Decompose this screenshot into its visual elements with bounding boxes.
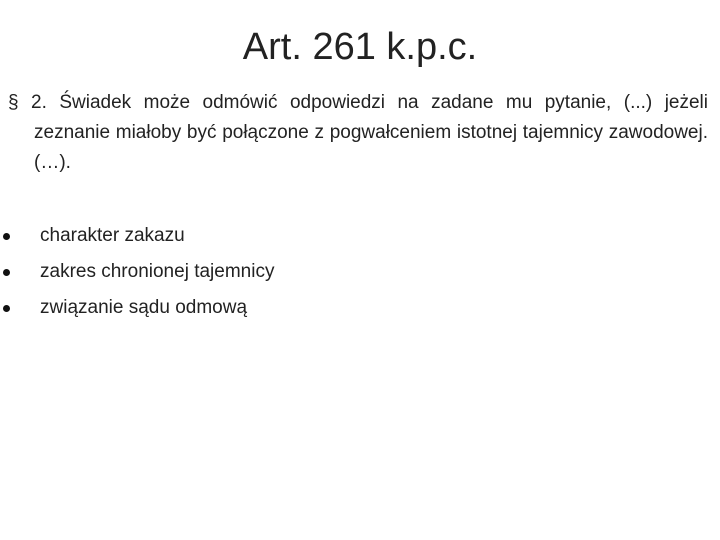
bullet-item-binding — [0, 290, 720, 326]
bullet-dot-icon — [3, 305, 10, 312]
bullet-item-scope — [0, 254, 720, 290]
bullet-label: charakter zakazu — [40, 225, 185, 246]
bullet-item-character — [0, 218, 720, 254]
bullet-dot-icon — [3, 233, 10, 240]
bullet-label: związanie sądu odmową — [40, 297, 248, 318]
bullet-label: zakres chronionej tajemnicy — [40, 261, 275, 282]
slide-title: Art. 261 k.p.c. — [242, 26, 478, 68]
bullet-dot-icon — [3, 269, 10, 276]
article-paragraph: § 2. Świadek może odmówić odpowiedzi na zadane mu pytanie, (...) jeżeli zeznanie miałoby być połączone z pogwałceniem istotnej tajemnicy zawodowej. (…). — [8, 92, 708, 173]
bullet-list — [0, 218, 720, 326]
